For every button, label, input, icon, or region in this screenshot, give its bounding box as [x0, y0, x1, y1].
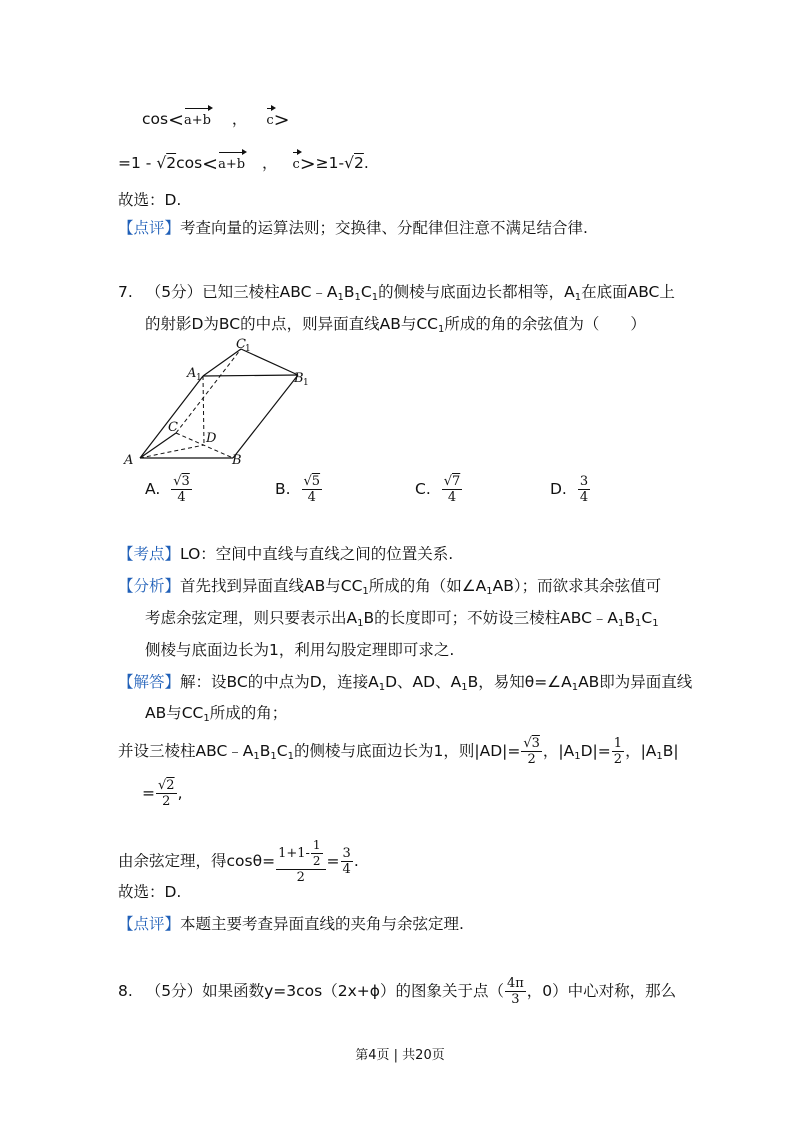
option-d: D. $\frac{3}{4}$ — [550, 474, 589, 505]
pingjia-tag: 【点评】 — [118, 915, 181, 933]
jieda-answer: 故选：D. — [118, 883, 182, 901]
q7-stem-line-2: 的射影D为BC的中点，则异面直线AB与$CC_1$所成的角的余弦值为（ ） — [145, 315, 646, 335]
svg-text:1: 1 — [245, 344, 251, 354]
svg-text:1: 1 — [196, 373, 202, 383]
jieda-line-2: AB与$CC_1$所成的角； — [145, 704, 288, 724]
vector-c: c — [266, 106, 273, 131]
vertex-C: C — [168, 420, 178, 435]
vertex-B: B — [232, 453, 242, 468]
q8-fraction: $\frac{4\pi}{3}$ — [506, 976, 524, 1007]
vector-a-plus-b-2: a+b — [218, 150, 245, 175]
jieda-tag: 【解答】 — [118, 673, 181, 691]
jieda-line-1: 【解答】解：设BC的中点为D，连接$A_1D$、AD、$A_1B$，易知$\theta=\angle A_1AB$即为异面直线 — [118, 673, 693, 693]
cos-fraction: 1+1- $\frac{1}{2}$ 2 — [276, 838, 325, 885]
q7-stem-line-1: 7. （5分）已知三棱柱$ABC﹣A_1B_1C_1$的侧棱与底面边长都相等，$A_1$在底面ABC上 — [118, 283, 675, 303]
jieda-line-4: = $\frac{√2}{2}$ , — [142, 778, 183, 809]
fenxi-line-1: 【分析】首先找到异面直线AB与$CC_1$所成的角（如$\angle A_1AB$）；而欲求其余弦值可 — [118, 577, 662, 597]
kaodian: 【考点】LO：空间中直线与直线之间的位置关系. — [118, 545, 454, 563]
vector-a-plus-b: a+b — [184, 106, 211, 131]
fenxi-tag: 【分析】 — [118, 577, 181, 595]
option-a: A. $\frac{√3}{4}$ — [145, 474, 190, 505]
option-c: C. $\frac{√7}{4}$ — [415, 474, 461, 505]
option-b: B. $\frac{√5}{4}$ — [275, 474, 321, 505]
svg-text:1: 1 — [303, 378, 309, 388]
vertex-A: A — [124, 453, 134, 468]
formula-line-1: cos<a+b ， c> — [142, 106, 290, 131]
vertex-B1: B — [294, 371, 304, 386]
formula-line-2: =1 - √2cos<a+b ， c>≥1-√2. — [118, 150, 369, 175]
fenxi-line-3: 侧棱与底面边长为1，利用勾股定理即可求之. — [145, 641, 455, 659]
a1d-fraction: $\frac{1}{2}$ — [613, 736, 623, 767]
jieda-line-3: 并设三棱柱$ABC﹣A_1B_1C_1$的侧棱与底面边长为1，则|AD|= $\frac{√3}{2}$ ，$|A_1D|=$ $\frac{1}{2}$ ，$|A_1B|$ — [118, 736, 679, 767]
ad-fraction: $\frac{√3}{2}$ — [523, 736, 540, 767]
answer-line-prev: 故选：D. — [118, 191, 182, 209]
kaodian-tag: 【考点】 — [118, 545, 181, 563]
result-fraction: $\frac{3}{4}$ — [342, 846, 351, 877]
page-footer: 第4页 | 共20页 — [355, 1048, 445, 1063]
review-tag: 【点评】 — [118, 219, 181, 237]
q8-stem: 8. （5分）如果函数y=3cos（2x+ϕ）的图象关于点（ $\frac{4\pi}{3}$ ，0）中心对称，那么 — [118, 976, 677, 1007]
vertex-C1: C — [236, 338, 246, 352]
jieda-line-5: 由余弦定理，得cosθ= 1+1- $\frac{1}{2}$ 2 = $\frac{3}{4}$ . — [118, 838, 359, 885]
vertex-A1: A — [187, 366, 197, 381]
review-prev: 【点评】考查向量的运算法则；交换律、分配律但注意不满足结合律. — [118, 219, 588, 237]
prism-figure — [118, 338, 438, 468]
fenxi-line-2: 考虑余弦定理，则只要表示出$A_1B$的长度即可；不妨设三棱柱$ABC﹣A_1B_1C_1$ — [145, 609, 659, 629]
vector-c-2: c — [292, 150, 299, 175]
a1b-fraction: $\frac{√2}{2}$ — [158, 778, 175, 809]
vertex-D: D — [206, 431, 217, 446]
pingjia: 【点评】本题主要考查异面直线的夹角与余弦定理. — [118, 915, 464, 933]
